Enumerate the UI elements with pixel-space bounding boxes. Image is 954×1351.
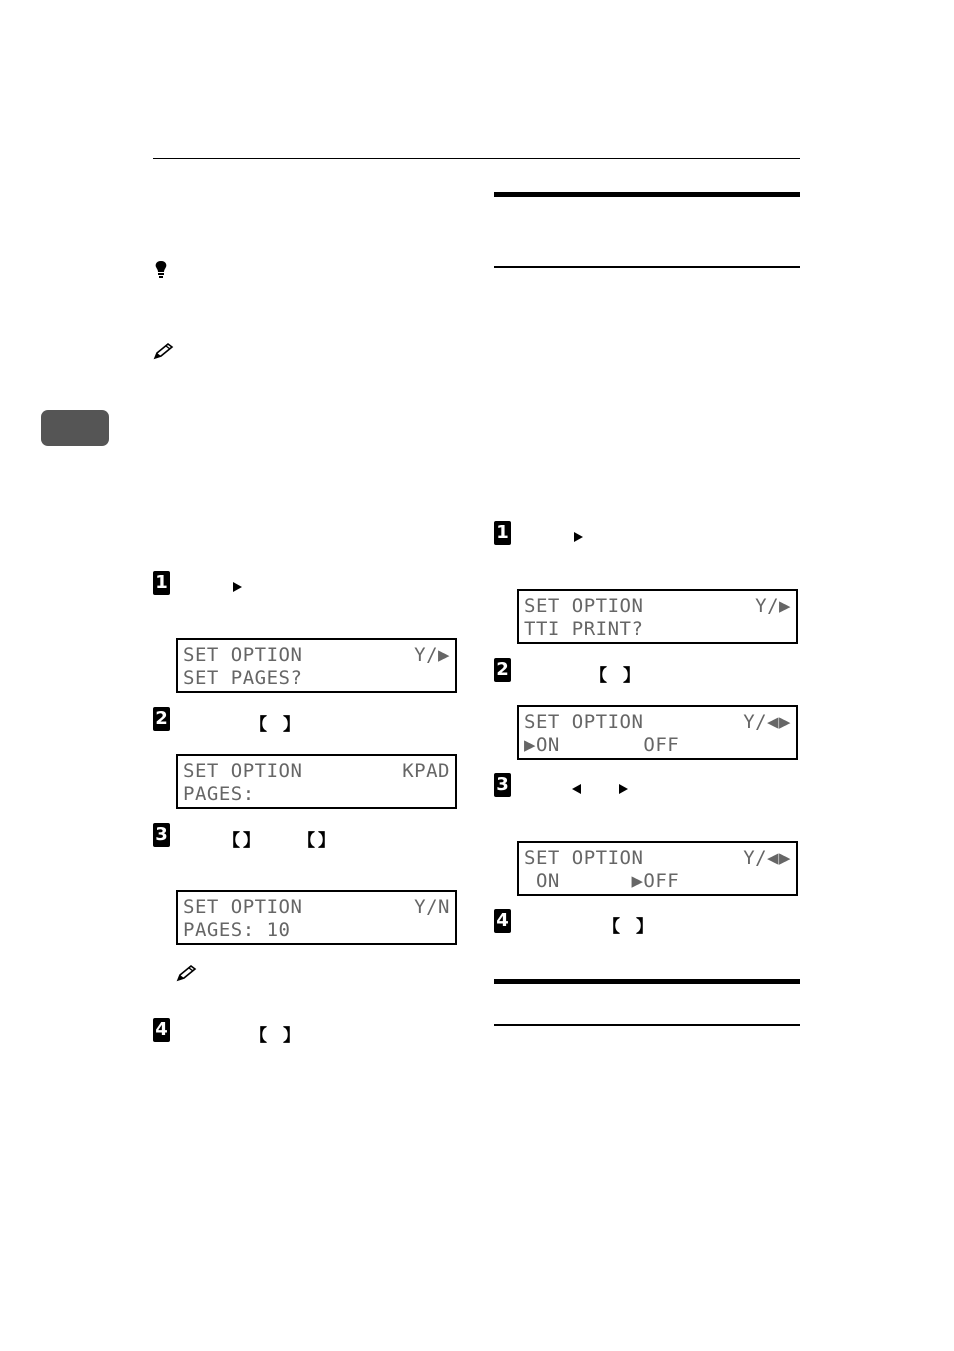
- lcd-line2: TTI PRINT?: [524, 618, 644, 640]
- key-bracket-open: 【: [603, 917, 620, 937]
- section-bottom-rule: [494, 1024, 800, 1026]
- lcd-right: Y/◀▶: [743, 847, 791, 869]
- key-bracket-close: 】: [318, 831, 335, 851]
- key-bracket-open: 【: [250, 1026, 267, 1046]
- lcd-display-tti-print: [517, 589, 798, 644]
- right-arrow-icon: [574, 532, 583, 542]
- key-bracket-close: 】: [636, 917, 653, 937]
- lcd-line2: SET PAGES?: [183, 667, 303, 689]
- lcd-display-on-selected: [517, 705, 798, 760]
- key-bracket-open: 【: [223, 831, 240, 851]
- lcd-right: KPAD: [402, 760, 450, 782]
- key-bracket-close: 】: [623, 666, 640, 686]
- lcd-line2: ▶ON OFF: [524, 734, 680, 756]
- key-bracket-open: 【: [250, 715, 267, 735]
- lcd-display-pages-10: [176, 890, 457, 945]
- step-badge-1: 1: [153, 571, 170, 595]
- chapter-tab: [41, 410, 109, 446]
- left-arrow-icon: [572, 784, 581, 794]
- step-badge-2: 2: [494, 658, 511, 682]
- lcd-line2: PAGES: 10: [183, 919, 291, 941]
- key-bracket-close: 】: [243, 831, 260, 851]
- key-bracket-close: 】: [283, 1026, 300, 1046]
- lcd-display-set-pages: [176, 638, 457, 693]
- lcd-right: Y/N: [414, 896, 450, 918]
- lcd-line1: SET OPTION: [183, 644, 303, 666]
- step-badge-4: 4: [153, 1018, 170, 1042]
- lcd-line1: SET OPTION: [524, 847, 644, 869]
- pencil-icon: [153, 342, 175, 360]
- lcd-line1: SET OPTION: [183, 896, 303, 918]
- lcd-line1: SET OPTION: [183, 760, 303, 782]
- section-top-rule: [494, 192, 800, 197]
- step-badge-3: 3: [153, 823, 170, 847]
- lcd-right: Y/▶: [755, 595, 791, 617]
- section-bottom-rule: [494, 266, 800, 268]
- step-badge-3: 3: [494, 773, 511, 797]
- lcd-line2: ON ▶OFF: [524, 870, 680, 892]
- lcd-right: Y/◀▶: [743, 711, 791, 733]
- lcd-display-off-selected: [517, 841, 798, 896]
- key-bracket-open: 【: [590, 666, 607, 686]
- pencil-icon: [176, 964, 198, 982]
- right-arrow-icon: [619, 784, 628, 794]
- step-badge-4: 4: [494, 909, 511, 933]
- key-bracket-open: 【: [298, 831, 315, 851]
- key-bracket-close: 】: [283, 715, 300, 735]
- right-arrow-icon: [233, 582, 242, 592]
- header-rule: [153, 158, 800, 159]
- step-badge-1: 1: [494, 521, 511, 545]
- section-top-rule: [494, 979, 800, 984]
- lcd-display-kpad: [176, 754, 457, 809]
- lightbulb-icon: [153, 260, 169, 280]
- lcd-line2: PAGES:: [183, 783, 255, 805]
- lcd-right: Y/▶: [414, 644, 450, 666]
- lcd-line1: SET OPTION: [524, 711, 644, 733]
- lcd-line1: SET OPTION: [524, 595, 644, 617]
- step-badge-2: 2: [153, 707, 170, 731]
